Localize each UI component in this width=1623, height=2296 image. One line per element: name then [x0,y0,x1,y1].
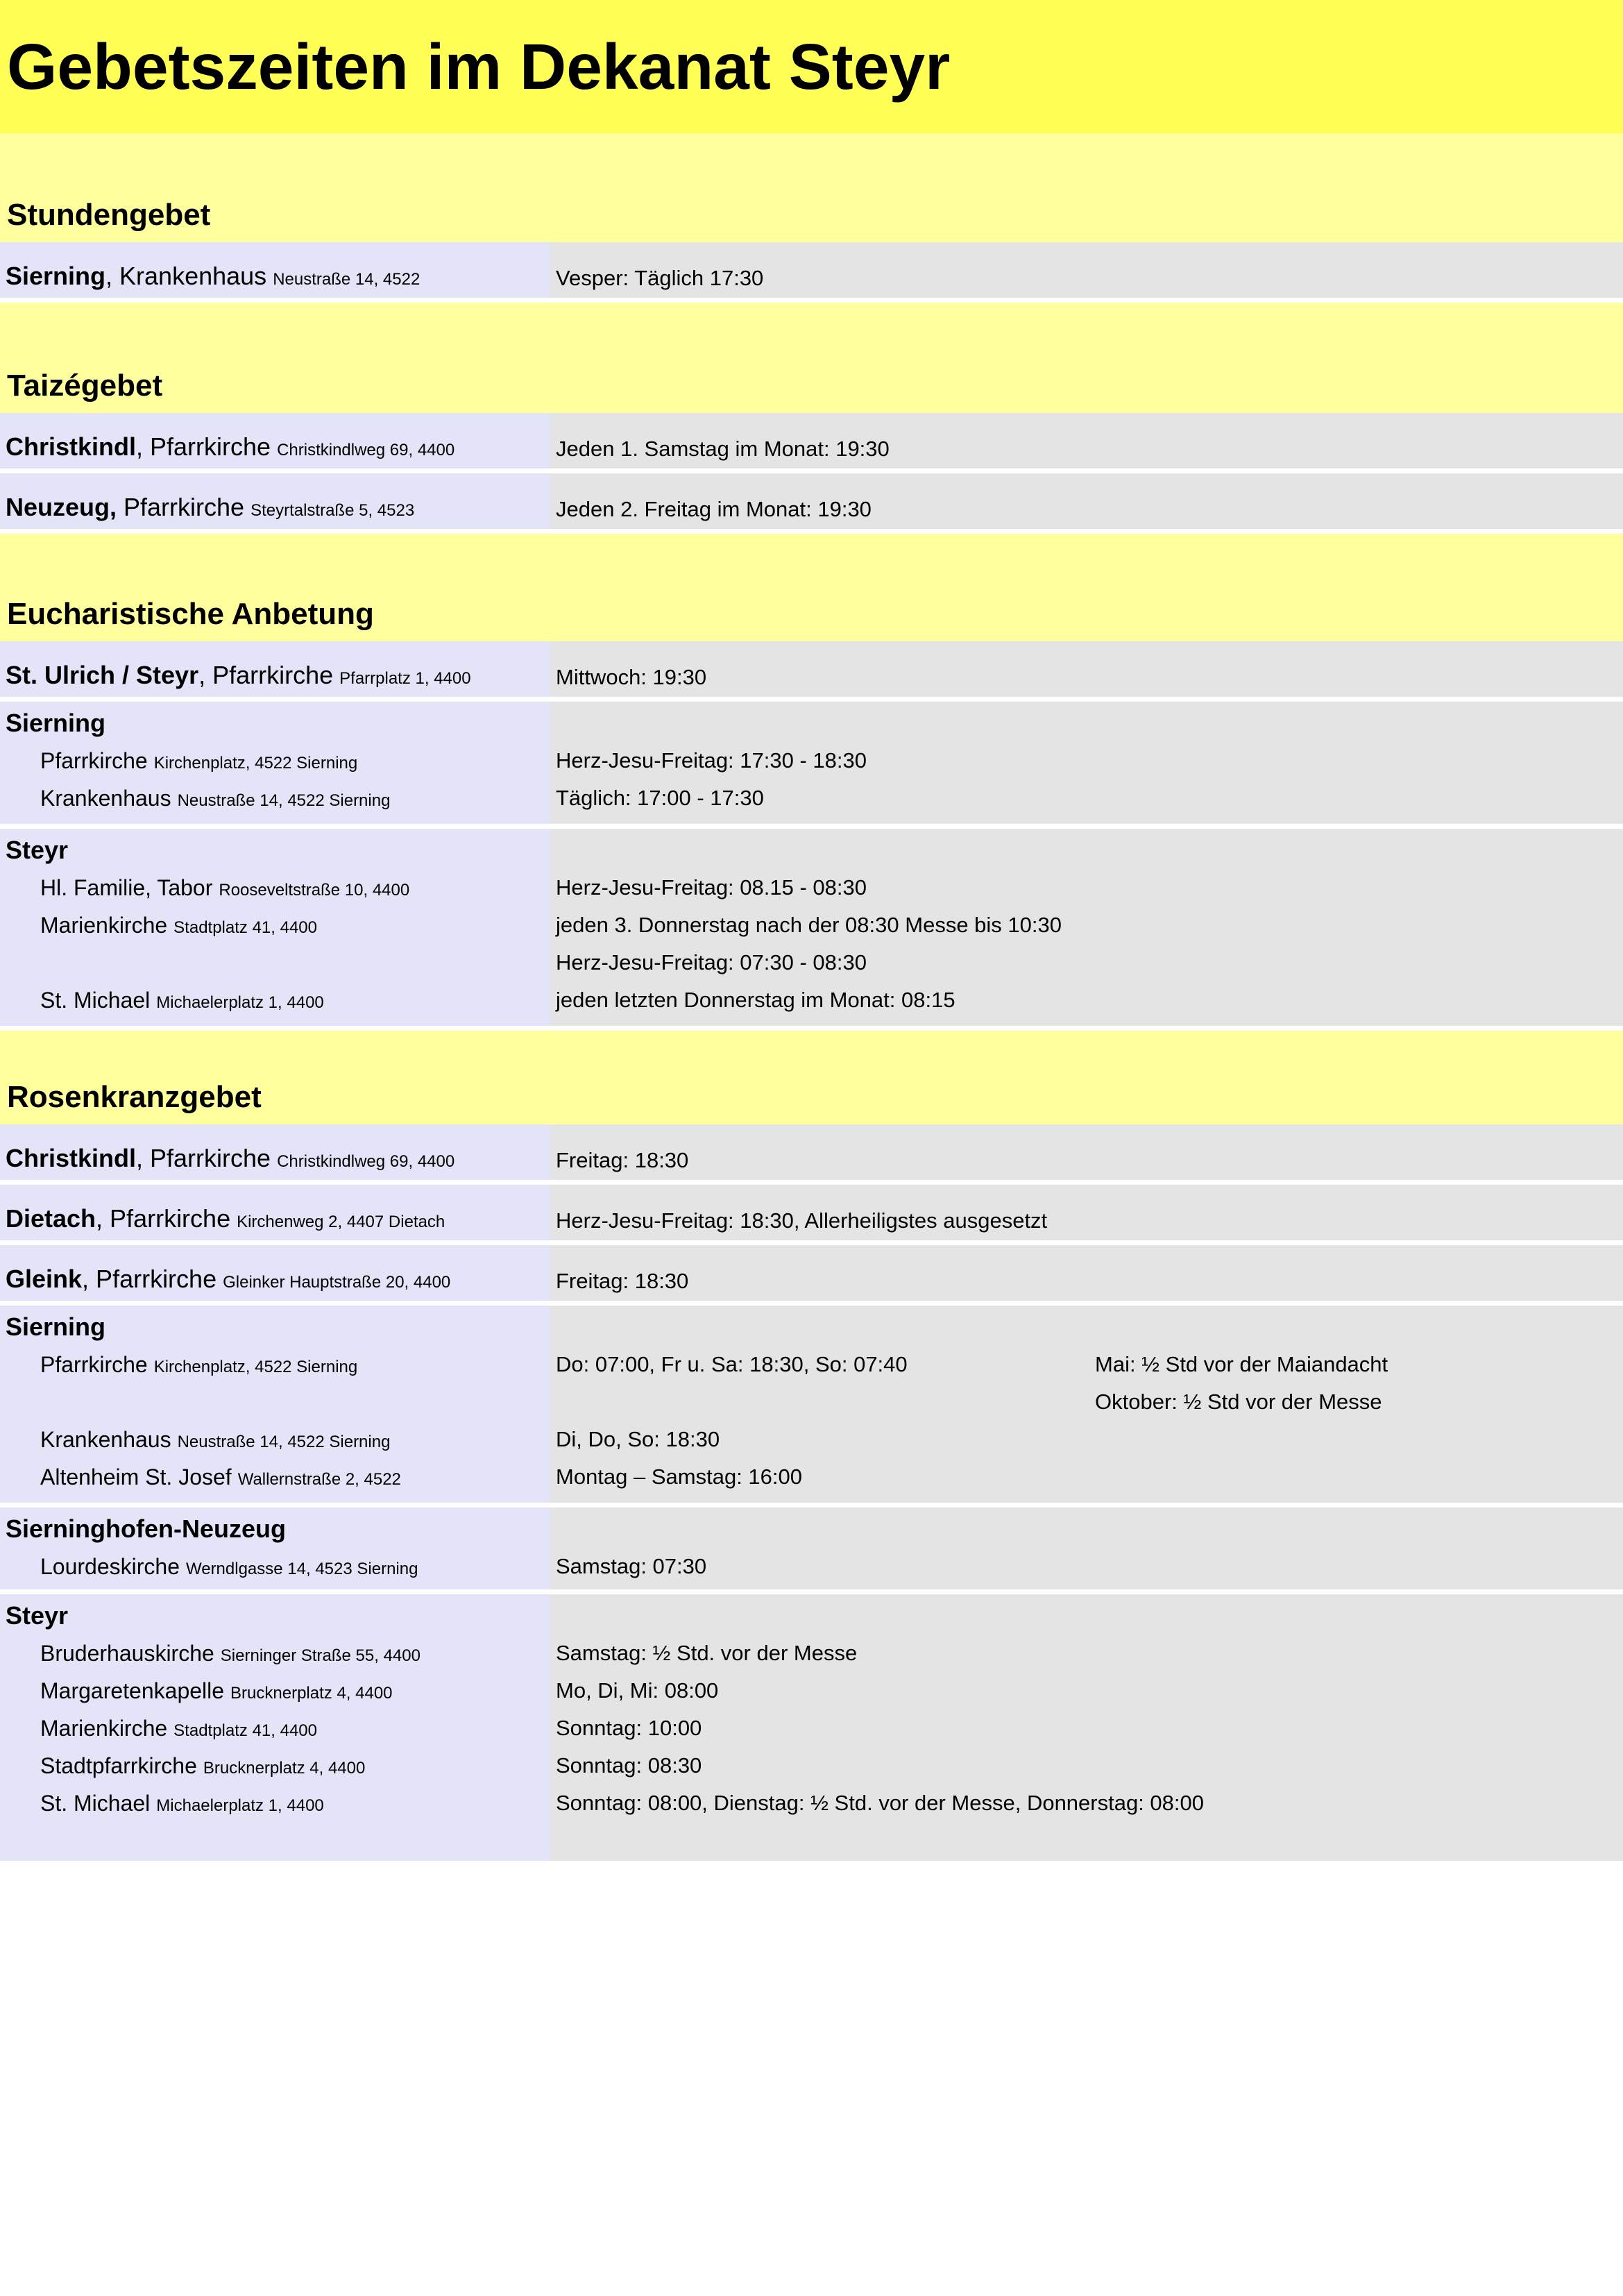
time-text: Herz-Jesu-Freitag: 08.15 - 08:30 [556,875,867,900]
group-place-line [0,981,550,1019]
place-type: , Krankenhaus [105,262,267,290]
place-cell [0,242,550,298]
group-time-line [550,1747,1623,1784]
place-text [6,264,420,289]
place-name: St. Michael [40,988,151,1013]
group-header: Sierning [6,1312,106,1341]
place-name: Lourdeskirche [40,1554,180,1579]
group-time-line [550,906,1623,944]
table-row [0,641,1623,697]
place-address: Rooseveltstraße 10, 4400 [219,881,410,900]
section-band-eucharistische-anbetung [0,534,1623,641]
table-row [0,473,1623,529]
group-time-line [550,832,1623,869]
group-header: Steyr [6,836,69,864]
place-cell [0,413,550,469]
group-time-line [550,1510,1623,1548]
time-cell [550,473,1623,529]
group-place-line [0,1747,550,1784]
time-text: Sonntag: 08:30 [556,1753,702,1778]
place-cell [0,1245,550,1301]
place-name: Marienkirche [40,1716,168,1741]
group-place-line [0,944,550,981]
time-text: Vesper: Täglich 17:30 [556,266,764,290]
place-address: Neustraße 14, 4522 Sierning [177,1433,391,1451]
time-text: Samstag: 07:30 [556,1554,707,1578]
place-name: Christkindl [6,432,137,461]
group-place-line [0,1672,550,1710]
group-place-line [0,779,550,817]
group-left-column [0,1594,550,1861]
place-cell [0,1124,550,1180]
time-text: Sonntag: 10:00 [556,1716,702,1740]
time-text: jeden letzten Donnerstag im Monat: 08:15 [556,988,955,1012]
place-name: Marienkirche [40,913,168,938]
place-type: , Pfarrkirche [198,661,334,689]
section-band-rosenkranzgebet [0,1031,1623,1124]
place-type: Pfarrkirche [117,493,245,521]
place-name: Gleink [6,1265,83,1293]
section-header: Eucharistische Anbetung [7,597,374,631]
place-text [6,434,454,459]
place-text [6,1146,454,1171]
place-address: Brucknerplatz 4, 4400 [203,1759,366,1778]
group-place-line [0,1421,550,1458]
place-address: Kirchenweg 2, 4407 Dietach [237,1213,445,1231]
place-type: , Pfarrkirche [96,1204,231,1233]
group-header: Sierning [6,709,106,737]
place-name: Krankenhaus [40,1427,171,1452]
time-text: jeden 3. Donnerstag nach der 08:30 Messe bis 10:30 [556,913,1062,937]
place-cell [0,473,550,529]
place-name: Krankenhaus [40,786,171,811]
group-time-line [550,944,1623,981]
group-time-line [550,1308,1623,1346]
group-place-line [0,1784,550,1822]
group-place-line [0,869,550,906]
group-place-line [0,1346,550,1383]
place-name: Sierning [6,262,106,290]
group-time-line [550,1597,1623,1635]
place-group-sierninghofen-neuzeug [0,1508,1623,1589]
time-cell [550,641,1623,697]
table-row [0,413,1623,469]
group-place-line [0,1383,550,1421]
place-address: Michaelerplatz 1, 4400 [156,1796,324,1815]
place-address: Stadtplatz 41, 4400 [173,918,317,937]
group-header: Sierninghofen-Neuzeug [6,1514,286,1543]
table-row [0,1245,1623,1301]
place-name: Bruderhauskirche [40,1641,214,1666]
place-group-steyr [0,1594,1623,1861]
place-cell [0,641,550,697]
time-text: Jeden 2. Freitag im Monat: 19:30 [556,497,872,521]
group-place-line [0,1548,550,1585]
title-band [0,0,1623,133]
group-right-column [550,702,1623,824]
section-header: Rosenkranzgebet [7,1080,262,1114]
group-left-column [0,1508,550,1589]
time-text: Herz-Jesu-Freitag: 17:30 - 18:30 [556,748,867,773]
table-row [0,1185,1623,1240]
group-time-line [550,779,1623,817]
group-time-line [550,1346,1623,1383]
place-name: Margaretenkapelle [40,1678,225,1703]
group-time-line [550,742,1623,779]
table-row [0,242,1623,298]
group-time-line [550,1421,1623,1458]
place-type: , Pfarrkirche [82,1265,217,1293]
section-header: Stundengebet [7,198,211,232]
place-address: Wallernstraße 2, 4522 [237,1470,401,1489]
group-place-line [0,1458,550,1496]
place-address: Christkindlweg 69, 4400 [277,1152,455,1171]
group-left-column [0,702,550,824]
place-address: Kirchenplatz, 4522 Sierning [153,1358,358,1376]
place-group-sierning [0,702,1623,824]
place-address: Gleinker Hauptstraße 20, 4400 [223,1273,451,1292]
place-name: Pfarrkirche [40,1352,148,1377]
note-text: Oktober: ½ Std vor der Messe [1095,1390,1382,1414]
group-left-column [0,829,550,1026]
place-text [6,663,471,688]
group-time-line [550,1383,1623,1421]
time-text: Montag – Samstag: 16:00 [556,1464,803,1489]
place-address: Brucknerplatz 4, 4400 [230,1684,393,1703]
place-name: Altenheim St. Josef [40,1464,232,1489]
time-text: Freitag: 18:30 [556,1269,689,1293]
time-text: Freitag: 18:30 [556,1148,689,1172]
place-address: Werndlgasse 14, 4523 Sierning [186,1560,418,1578]
table-row [0,1124,1623,1180]
group-place-line [0,1710,550,1747]
place-address: Michaelerplatz 1, 4400 [156,993,324,1012]
time-cell [550,242,1623,298]
group-place-line [0,742,550,779]
note-text: Mai: ½ Std vor der Maiandacht [1095,1352,1388,1376]
section-band-stundengebet [0,133,1623,242]
place-group-sierning [0,1306,1623,1503]
place-cell [0,1185,550,1240]
section-header: Taizégebet [7,369,163,403]
place-text [6,1267,450,1292]
section-band-taizegebet [0,303,1623,413]
group-time-line [550,1710,1623,1747]
place-name: Pfarrkirche [40,748,148,773]
place-name: Neuzeug, [6,493,117,521]
group-right-column [550,1594,1623,1861]
time-cell [550,413,1623,469]
place-address: Christkindlweg 69, 4400 [277,441,455,459]
time-text: Herz-Jesu-Freitag: 07:30 - 08:30 [556,950,867,974]
group-time-line [550,1672,1623,1710]
time-text: Mo, Di, Mi: 08:00 [556,1678,719,1703]
group-time-line [550,981,1623,1019]
group-right-column [550,1306,1623,1503]
place-name: Stadtpfarrkirche [40,1753,197,1778]
place-text [6,495,414,520]
group-time-line [550,1784,1623,1822]
time-text: Di, Do, So: 18:30 [556,1427,720,1451]
group-time-line [550,1635,1623,1672]
place-name: Dietach [6,1204,96,1233]
place-address: Sierninger Straße 55, 4400 [220,1646,420,1665]
group-time-line [550,1548,1623,1585]
place-address: Pfarrplatz 1, 4400 [339,669,471,688]
page-title: Gebetszeiten im Dekanat Steyr [7,30,951,103]
place-name: St. Michael [40,1791,151,1816]
place-name: Hl. Familie, Tabor [40,875,213,900]
place-type: , Pfarrkirche [136,432,271,461]
place-text [6,1206,445,1231]
group-header: Steyr [6,1601,69,1630]
group-time-line [550,1458,1623,1496]
group-left-column [0,1306,550,1503]
time-text: Jeden 1. Samstag im Monat: 19:30 [556,437,890,461]
group-time-line [550,869,1623,906]
time-text: Herz-Jesu-Freitag: 18:30, Allerheiligstes ausgesetzt [556,1208,1048,1233]
place-group-steyr [0,829,1623,1026]
time-cell [550,1245,1623,1301]
group-right-column [550,1508,1623,1589]
place-address: Kirchenplatz, 4522 Sierning [153,754,358,773]
time-text: Mittwoch: 19:30 [556,665,707,689]
time-cell [550,1124,1623,1180]
time-cell [550,1185,1623,1240]
time-text: Do: 07:00, Fr u. Sa: 18:30, So: 07:40 [556,1352,908,1376]
place-address: Stadtplatz 41, 4400 [173,1721,317,1740]
place-address: Neustraße 14, 4522 Sierning [177,791,391,810]
group-place-line [0,906,550,944]
place-name [0,950,40,975]
place-name: Christkindl [6,1144,137,1172]
group-place-line [0,1635,550,1672]
group-time-line [550,704,1623,742]
place-name: St. Ulrich / Steyr [6,661,199,689]
place-type: , Pfarrkirche [136,1144,271,1172]
time-text: Samstag: ½ Std. vor der Messe [556,1641,858,1665]
time-text: Täglich: 17:00 - 17:30 [556,786,764,810]
time-text: Sonntag: 08:00, Dienstag: ½ Std. vor der Messe, Donnerstag: 08:00 [556,1791,1205,1815]
place-address: Steyrtalstraße 5, 4523 [250,501,415,520]
place-address: Neustraße 14, 4522 [273,270,420,289]
group-right-column [550,829,1623,1026]
